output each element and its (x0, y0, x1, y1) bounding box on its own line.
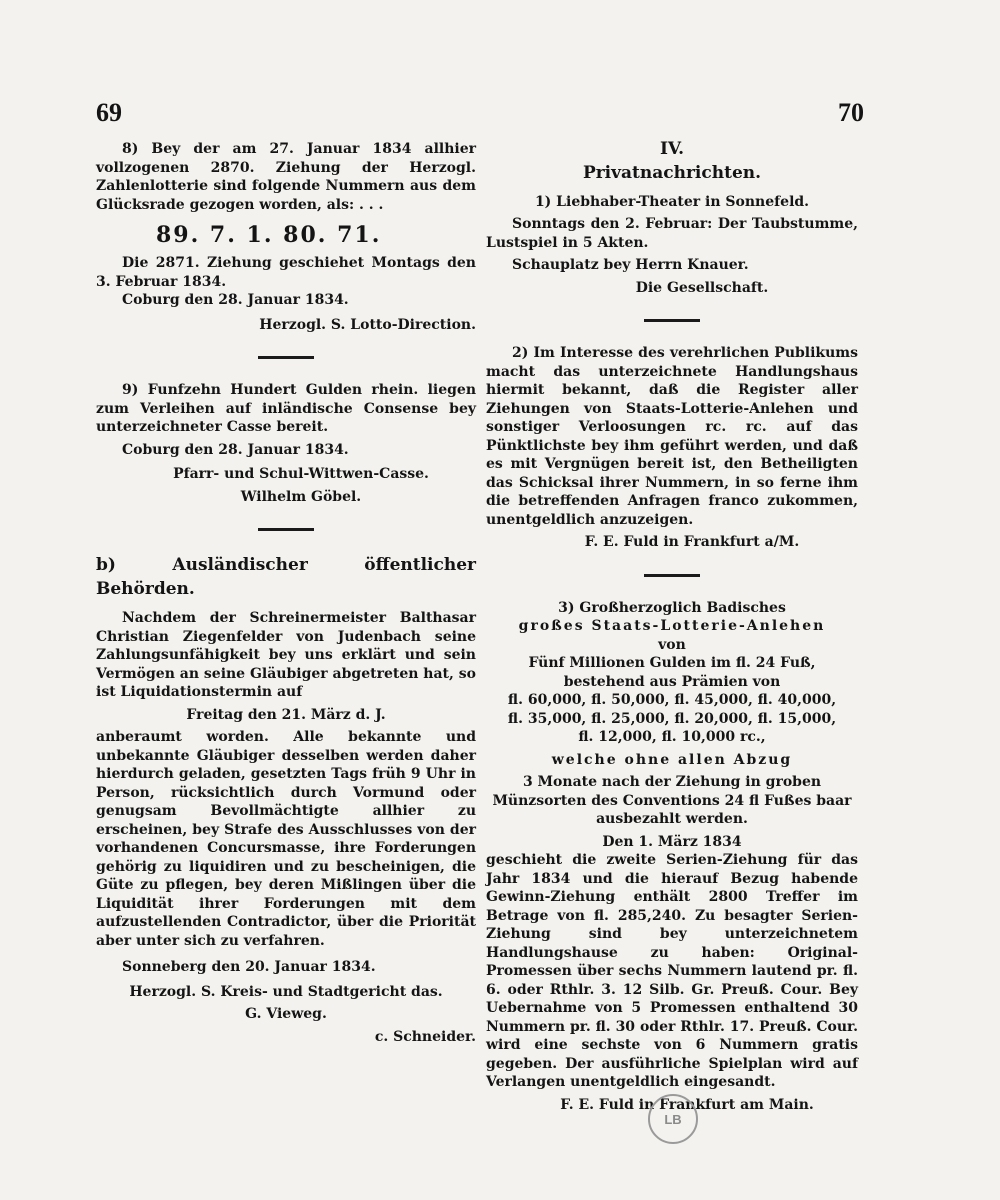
loan-premiums: fl. 12,000, fl. 10,000 rc., (578, 729, 766, 745)
hearing-date: Freitag den 21. März d. J. (186, 706, 386, 723)
loan-draw-notice: geschieht die zweite Serien-Ziehung für das Jahr 1834 und die hierauf Bezug habende Gewinn-Ziehung enthält 2800 Treffer im Betrage von fl. 285,240. Zu besagter Serien-Ziehung sind bey unterzeichnetem Handlungshause zu haben: Original-Promessen über sechs Nummern lautend pr. fl. 6. oder Rthlr. 3. 12 Silb. Gr. Preuß. Cour. Bey Uebernahme von 5 Promessen enthaltend 30 Nummern pr. fl. 30 oder Rthlr. 17. Preuß. Cour. wird eine sechste von 6 Nummern gratis gegeben. Der ausführliche Spielplan wird auf Verlangen unentgeldlich eingesandt. (486, 852, 858, 1090)
signature: F. E. Fuld in Frankfurt am Main. (560, 1096, 814, 1113)
signature: Herzogl. S. Lotto-Direction. (259, 316, 476, 333)
loan-notice: 9) Funfzehn Hundert Gulden rhein. liegen zum Verleihen auf inländische Consense bey unterzeichneter Casse bereit. (96, 382, 476, 435)
page-number-left: 69 (96, 98, 122, 127)
theater-venue: Schauplatz bey Herrn Knauer. (512, 257, 749, 273)
draw-date: Den 1. März 1834 (602, 833, 742, 850)
section-divider (644, 574, 700, 577)
signature: c. Schneider. (374, 1028, 476, 1045)
loan-terms: 3 Monate nach der Ziehung in groben Münzsorten des Conventions 24 fl Fußes baar ausbezahlt werden. (492, 774, 852, 827)
library-stamp: LB (648, 1094, 698, 1144)
signature: Wilhelm Göbel. (240, 488, 362, 505)
drawn-numbers: 89. 7. 1. 80. 71. (156, 222, 382, 248)
loan-title: von (658, 636, 686, 653)
insolvency-notice-continued: anberaumt worden. Alle bekannte und unbekannte Gläubiger desselben werden daher hierdurch geladen, gesetzten Tags früh 9 Uhr in Person, rücksichtlich durch Vormund oder genugsam Bevollmächtigte allhier zu erscheinen, bey Strafe des Ausschlusses von der vorhandenen Concursmasse, ihre Forderungen gehörig zu liquidiren und zu bescheinigen, die Güte zu pflegen, bey deren Mißlingen über die Liquidität ihrer Forderungen mit dem aufzustellenden Contradictor, über die Priorität aber unter sich zu verfahren. (96, 729, 476, 949)
section-divider (258, 356, 314, 359)
place-date: Sonneberg den 20. Januar 1834. (122, 959, 376, 975)
loan-terms: welche ohne allen Abzug (551, 751, 793, 768)
section-number: IV. (659, 139, 685, 159)
loan-premiums: fl. 60,000, fl. 50,000, fl. 45,000, fl. 40,000, (507, 692, 837, 708)
section-divider (258, 528, 314, 531)
signature: Die Gesellschaft. (635, 279, 769, 296)
loan-title: 3) Großherzoglich Badisches (558, 599, 786, 616)
signature: Pfarr- und Schul-Wittwen-Casse. (173, 466, 429, 482)
signature: Herzogl. S. Kreis- und Stadtgericht das. (129, 983, 443, 1000)
lottery-register-notice: 2) Im Interesse des verehrlichen Publikums macht das unterzeichnete Handlungshaus hiermit bekannt, daß die Register aller Ziehungen von Staats-Lotterie-Anlehen und sonstiger Verloosungen rc. rc. auf das Pünktlichste bey ihm geführt werden, und daß es mit Vergnügen bereit ist, den Betheiligten das Schicksal ihrer Nummern, in so ferne ihm die betreffenden Anfragen franco zukommen, unentgeldlich anzuzeigen. (486, 345, 858, 528)
next-draw-notice: Die 2871. Ziehung geschiehet Montags den 3. Februar 1834. (96, 255, 476, 290)
lottery-notice: 8) Bey der am 27. Januar 1834 allhier vollzogenen 2870. Ziehung der Herzogl. Zahlenlotterie sind folgende Nummern aus dem Glücksrade gezogen worden, als: . . . (96, 141, 476, 213)
item-title: 1) Liebhaber-Theater in Sonnefeld. (534, 193, 810, 210)
loan-amount: Fünf Millionen Gulden im fl. 24 Fuß, (528, 655, 816, 671)
signature: F. E. Fuld in Frankfurt a/M. (584, 534, 800, 550)
left-column (96, 140, 476, 1046)
place-date: Coburg den 28. Januar 1834. (122, 292, 349, 308)
signature: G. Vieweg. (245, 1006, 327, 1022)
section-heading: b) Ausländischer öffentlicher Behörden. (96, 555, 476, 599)
theater-notice: Sonntags den 2. Februar: Der Taubstumme, Lustspiel in 5 Akten. (486, 216, 858, 251)
insolvency-notice: Nachdem der Schreinermeister Balthasar Christian Ziegenfelder von Judenbach seine Zahlungsunfähigkeit bey uns erklärt und sein Vermögen an seine Gläubiger abgetreten hat, so ist Liquidationstermin auf (96, 610, 476, 700)
section-title: Privatnachrichten. (582, 162, 762, 183)
loan-title: großes Staats-Lotterie-Anlehen (518, 618, 826, 634)
section-divider (644, 319, 700, 322)
right-column (486, 140, 858, 1114)
loan-premiums: fl. 35,000, fl. 25,000, fl. 20,000, fl. 15,000, (507, 710, 837, 727)
page-number-right: 70 (838, 98, 864, 127)
loan-premiums: bestehend aus Prämien von (563, 673, 781, 690)
place-date: Coburg den 28. Januar 1834. (122, 441, 349, 458)
